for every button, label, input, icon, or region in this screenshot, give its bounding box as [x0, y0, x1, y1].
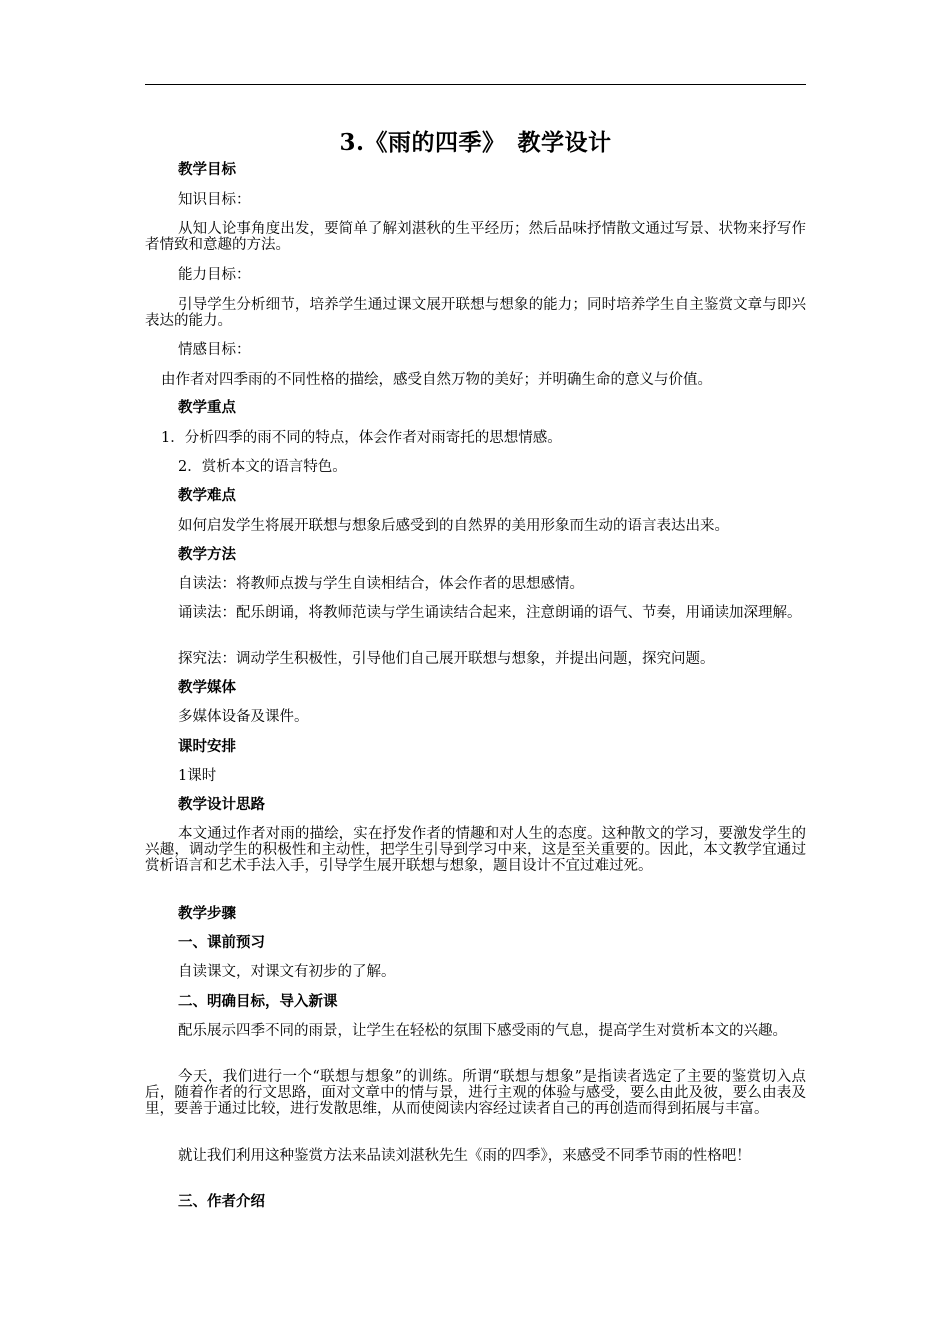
heading-design-idea: 教学设计思路	[178, 796, 265, 813]
paragraph-emotion-goal: 由作者对四季雨的不同性格的描绘，感受自然万物的美好；并明确生命的意义与价值。	[161, 372, 712, 388]
paragraph-schedule: 1课时	[178, 768, 217, 784]
heading-media: 教学媒体	[178, 679, 236, 696]
heading-difficulty: 教学难点	[178, 487, 236, 504]
heading-key-points: 教学重点	[178, 399, 236, 416]
paragraph-association-imagination: 今天，我们进行一个“联想与想象”的训练。所谓“联想与想象”是指读者选定了主要的鉴赏切入点后，随着作者的行文思路，面对文章中的情与景，进行主观的体验与感受，要么由此及彼，要么由表及里，要善于通过比较，进行发散思维，从而使阅读内容经过读者自己的再创造而得到拓展与丰富。	[145, 1069, 806, 1117]
heading-methods: 教学方法	[178, 546, 236, 563]
paragraph-knowledge-goal: 从知人论事角度出发，要简单了解刘湛秋的生平经历；然后品味抒情散文通过写景、状物来抒写作者情致和意趣的方法。	[145, 221, 806, 253]
paragraph-transition: 就让我们利用这种鉴赏方法来品读刘湛秋先生《雨的四季》，来感受不同季节雨的性格吧！	[178, 1148, 751, 1164]
label-ability-goal: 能力目标：	[178, 267, 251, 283]
paragraph-difficulty: 如何启发学生将展开联想与想象后感受到的自然界的美用形象而生动的语言表达出来。	[178, 518, 729, 534]
heading-step-preview: 一、课前预习	[178, 934, 265, 951]
heading-author-intro: 三、作者介绍	[178, 1193, 265, 1210]
header-rule	[145, 84, 806, 85]
heading-steps: 教学步骤	[178, 905, 236, 922]
list-item-key-point-1: 1．分析四季的雨不同的特点，体会作者对雨寄托的思想情感。	[161, 430, 562, 446]
heading-goals: 教学目标	[178, 161, 236, 178]
label-emotion-goal: 情感目标：	[178, 342, 251, 358]
paragraph-step-objectives: 配乐展示四季不同的雨景，让学生在轻松的氛围下感受雨的气息，提高学生对赏析本文的兴趣。	[178, 1023, 787, 1039]
paragraph-method-inquiry: 探究法：调动学生积极性，引导他们自己展开联想与想象，并提出问题，探究问题。	[178, 651, 715, 667]
list-item-key-point-2: 2．赏析本文的语言特色。	[178, 459, 347, 475]
paragraph-method-recitation: 诵读法：配乐朗诵，将教师范读与学生诵读结合起来，注意朗诵的语气、节奏，用诵读加深理解。	[178, 605, 802, 621]
paragraph-step-preview: 自读课文，对课文有初步的了解。	[178, 964, 396, 980]
label-knowledge-goal: 知识目标：	[178, 192, 251, 208]
paragraph-method-self-reading: 自读法：将教师点拨与学生自读相结合，体会作者的思想感情。	[178, 576, 584, 592]
heading-step-objectives: 二、明确目标，导入新课	[178, 993, 338, 1010]
paragraph-media: 多媒体设备及课件。	[178, 709, 309, 725]
paragraph-ability-goal: 引导学生分析细节，培养学生通过课文展开联想与想象的能力；同时培养学生自主鉴赏文章与即兴表达的能力。	[145, 297, 806, 329]
heading-schedule: 课时安排	[178, 738, 236, 755]
page-title: 3.《雨的四季》 教学设计	[339, 129, 612, 156]
paragraph-design-idea: 本文通过作者对雨的描绘，实在抒发作者的情趣和对人生的态度。这种散文的学习，要激发学生的兴趣，调动学生的积极性和主动性，把学生引导到学习中来，这是至关重要的。因此，本文教学宜通过赏析语言和艺术手法入手，引导学生展开联想与想象，题目设计不宜过难过死。	[145, 826, 806, 874]
